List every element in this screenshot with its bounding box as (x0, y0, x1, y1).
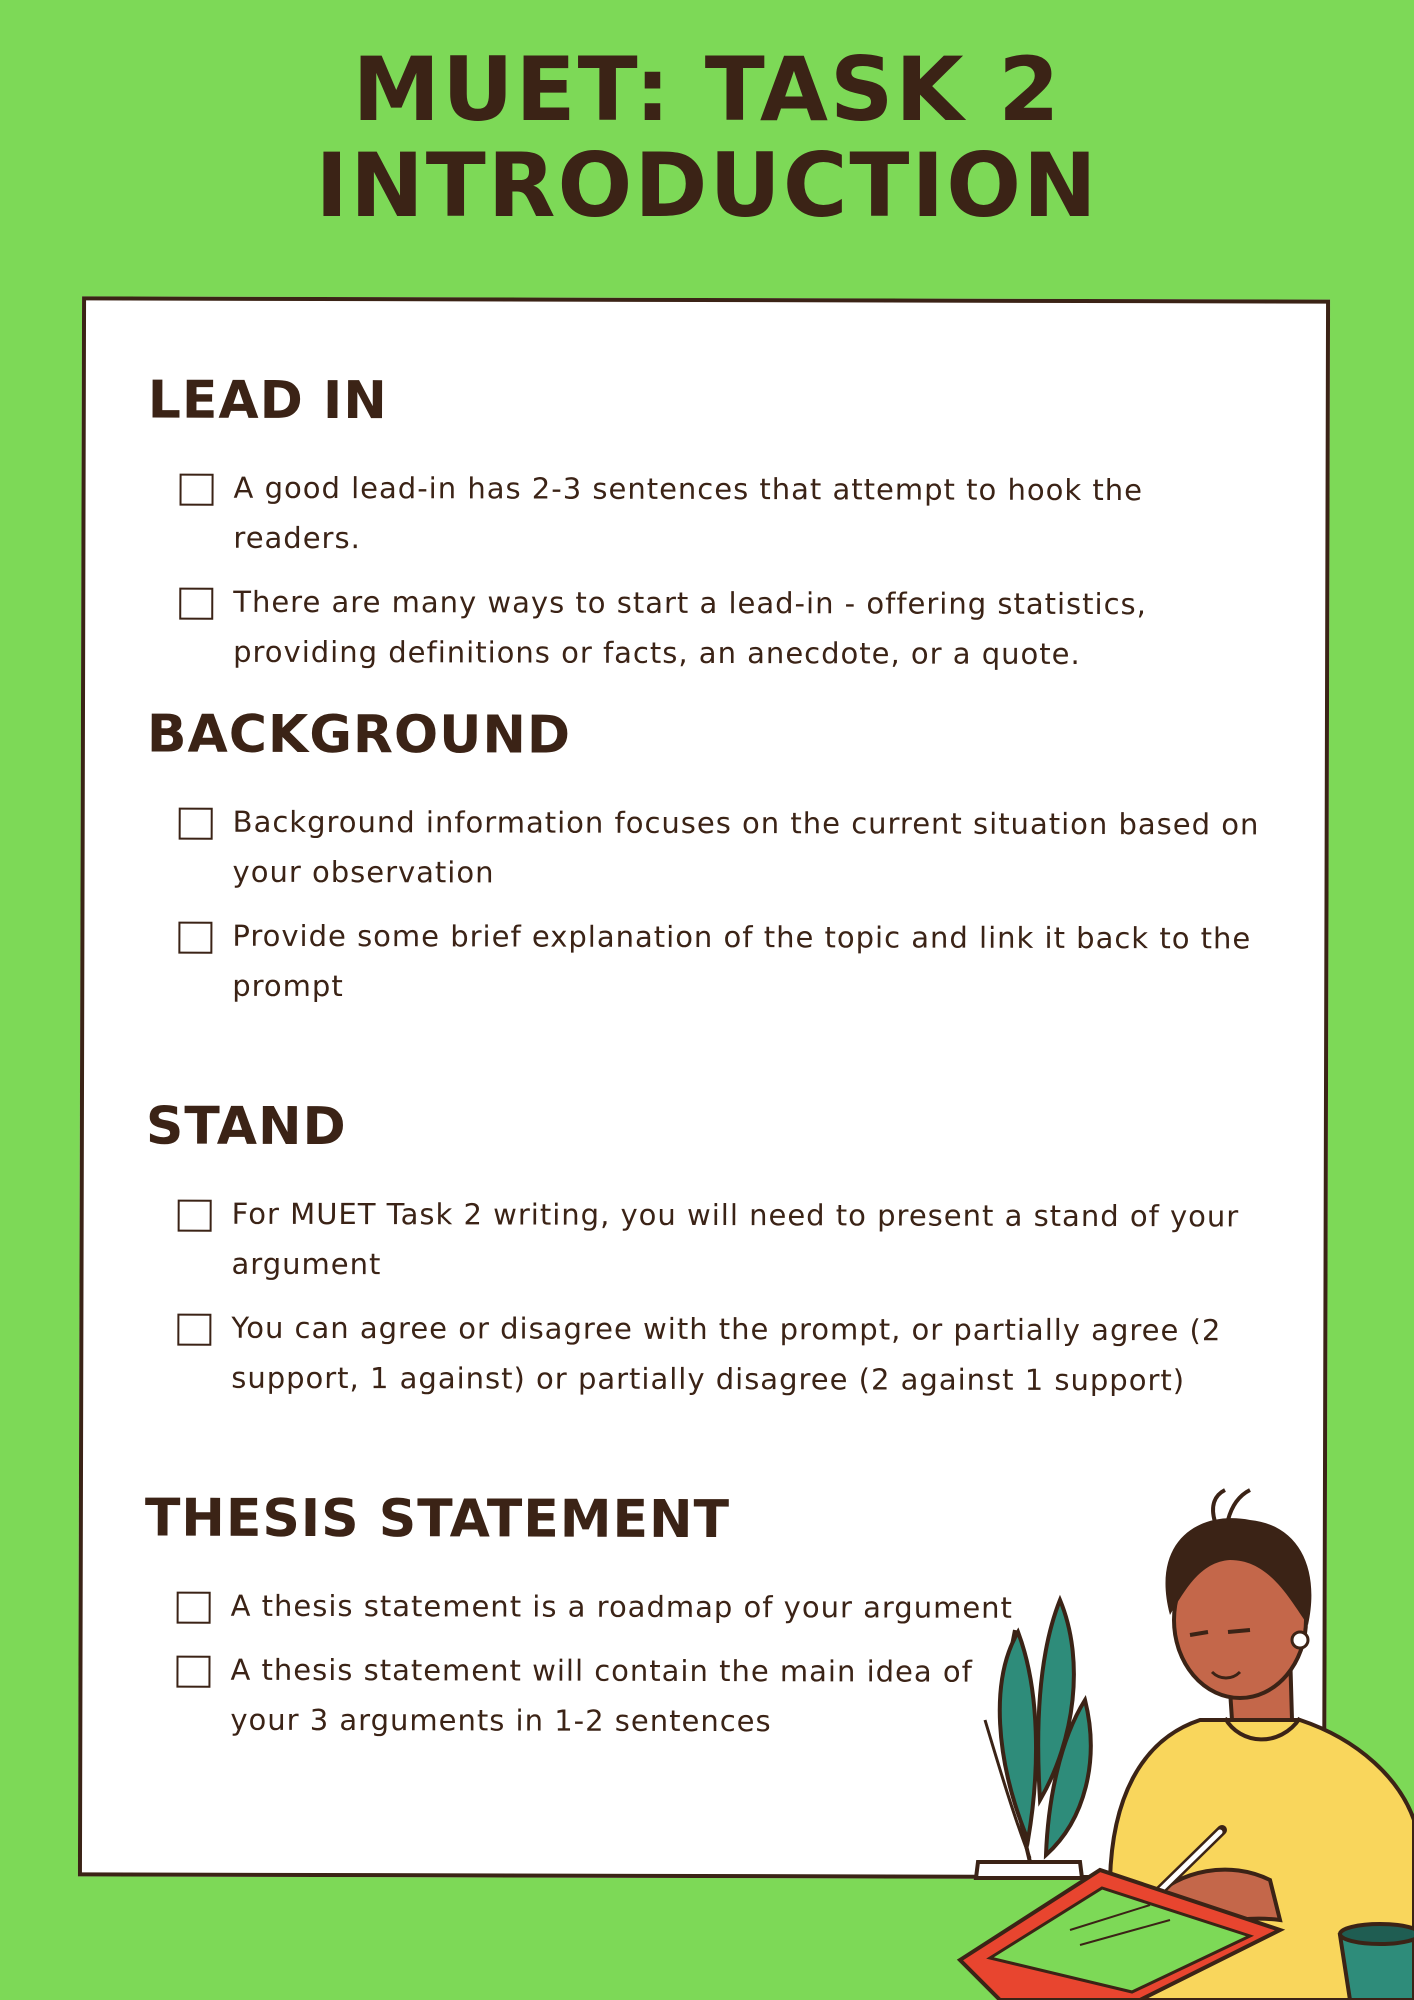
checklist-item-text: You can agree or disagree with the prompt, or partially agree (2 support, 1 against) or partially disagree (2 against 1 support) (231, 1310, 1222, 1398)
checkbox[interactable] (176, 1656, 210, 1688)
page-title (0, 38, 1414, 237)
tablet-icon (960, 1870, 1280, 2000)
checklist-item (146, 797, 1266, 900)
checkbox[interactable] (180, 474, 214, 506)
checklist-item (147, 463, 1267, 566)
checklist-item-text: A thesis statement will contain the main idea of your 3 arguments in 1-2 sentences (230, 1652, 973, 1739)
checklist-item (144, 1645, 1030, 1747)
checklist-item-text: Background information focuses on the current situation based on your observation (232, 804, 1260, 890)
mug-icon (1340, 1924, 1414, 2000)
checklist-item-text: Provide some brief explanation of the topic and link it back to the prompt (232, 918, 1252, 1004)
checklist-item-text: For MUET Task 2 writing, you will need to present a stand of your argument (231, 1196, 1240, 1282)
checklist-item-text: A good lead-in has 2-3 sentences that attempt to hook the readers. (233, 470, 1144, 556)
checklist-item (146, 911, 1266, 1014)
section-stand (145, 1097, 1266, 1420)
checkbox[interactable] (179, 808, 213, 840)
title-line-2: INTRODUCTION (315, 134, 1099, 237)
checkbox[interactable] (177, 1592, 211, 1624)
checklist-item-text: A thesis statement is a roadmap of your argument (230, 1588, 1013, 1625)
checkbox[interactable] (178, 922, 212, 954)
section-heading: LEAD IN (147, 370, 388, 432)
title-line-1: MUET: TASK 2 (352, 38, 1062, 141)
section-lead-in (147, 371, 1268, 694)
checklist-item-text: There are many ways to start a lead-in - offering statistics, providing definitions or facts, an anecdote, or a quote. (233, 584, 1147, 671)
section-thesis-statement (144, 1489, 1265, 1762)
checklist-item (145, 1303, 1265, 1406)
checkbox[interactable] (179, 588, 213, 620)
checkbox[interactable] (177, 1314, 211, 1346)
checkbox[interactable] (178, 1200, 212, 1232)
section-heading: STAND (145, 1096, 347, 1158)
checklist-item (145, 1581, 1031, 1633)
checklist-item (145, 1189, 1265, 1292)
section-heading: BACKGROUND (146, 704, 572, 766)
checklist-item (147, 577, 1267, 680)
section-background (146, 705, 1267, 1028)
section-heading: THESIS STATEMENT (144, 1488, 731, 1551)
checklist-card (78, 296, 1330, 1879)
